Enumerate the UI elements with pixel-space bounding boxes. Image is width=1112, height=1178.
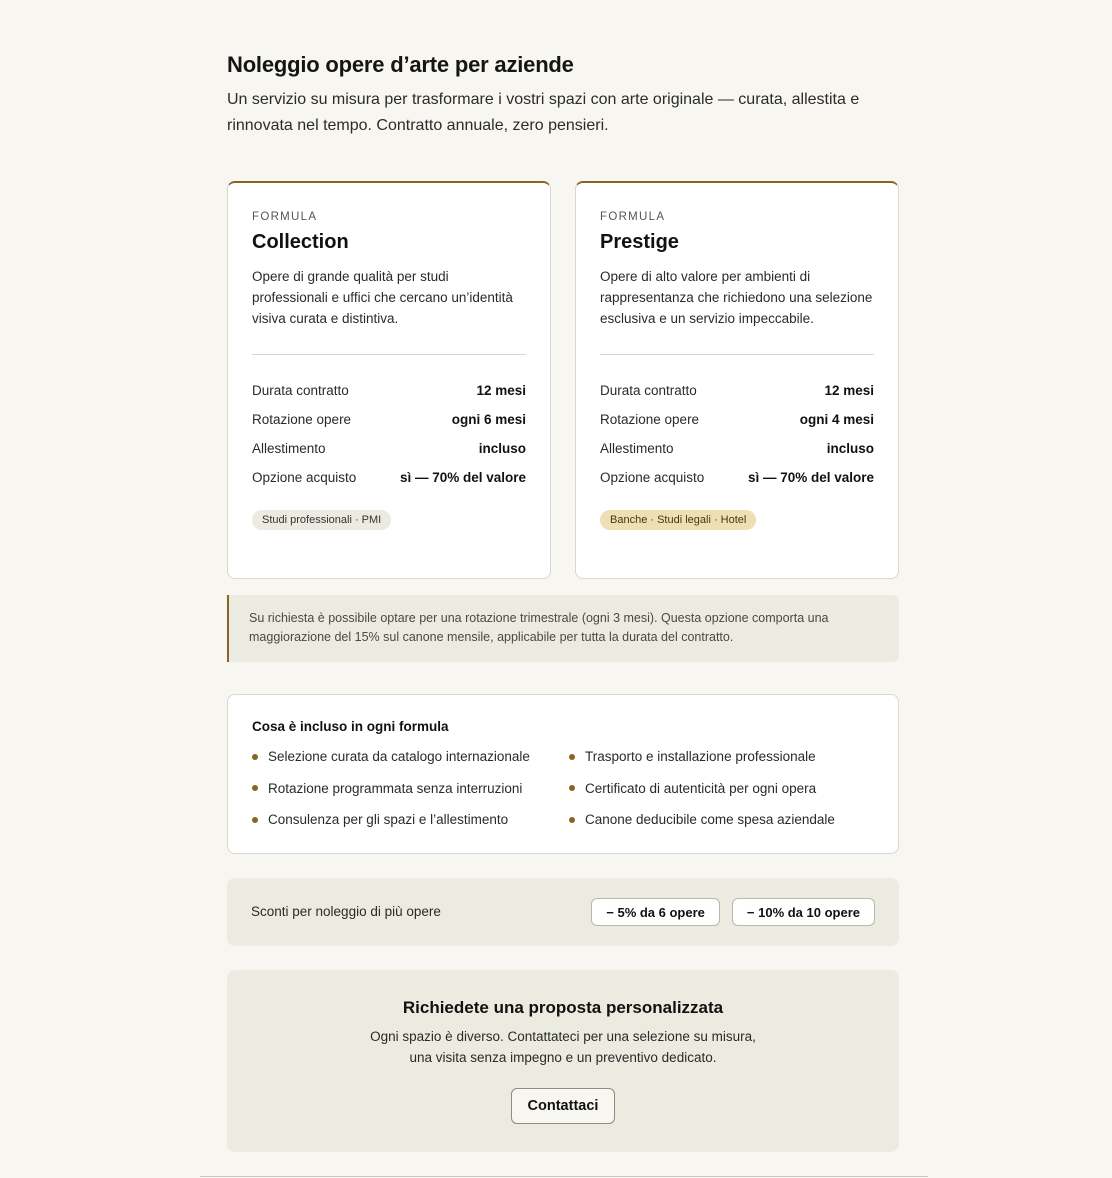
bullet-icon [252, 754, 258, 760]
row-label: Rotazione opere [252, 412, 352, 427]
bullet-icon [569, 817, 575, 823]
list-item-label: Rotazione programmata senza interruzioni [268, 780, 523, 796]
page-title: Noleggio opere d’arte per aziende [227, 52, 574, 77]
row-value: sì — 70% del valore [399, 470, 526, 485]
cta-text: Ogni spazio è diverso. Contattateci per una selezione su misura, una visita senza impegno e un preventivo dedicato. [370, 1028, 756, 1065]
row-label: Allestimento [600, 441, 674, 456]
card-description: Opere di alto valore per ambienti di rappresentanza che richiedono una selezione esclusiva e un servizio impeccabile. [600, 269, 873, 326]
row-value: 12 mesi [476, 383, 526, 398]
card-eyebrow: FORMULA [252, 211, 318, 223]
list-item [569, 809, 874, 831]
row-label: Opzione acquisto [252, 470, 357, 485]
card-collection [227, 181, 551, 579]
card-row-purchase [600, 463, 874, 492]
row-label: Opzione acquisto [600, 470, 705, 485]
bullet-icon [252, 785, 258, 791]
row-value: 12 mesi [824, 383, 874, 398]
page-subtitle: Un servizio su misura per trasformare i vostri spazi con arte originale — curata, allestita e rinnovata nel tempo. Contratto annuale, zero pensieri. [227, 91, 860, 134]
list-item [252, 809, 569, 831]
audience-tag: Banche · Studi legali · Hotel [600, 510, 756, 530]
discount-chips [591, 898, 875, 926]
discount-chip-10: − 10% da 10 opere [732, 898, 875, 926]
card-description: Opere di grande qualità per studi professionali e uffici che cercano un’identità visiva curata e distintiva. [252, 269, 513, 326]
footer-divider [200, 1176, 928, 1177]
page-content [227, 52, 899, 1152]
row-value: ogni 6 mesi [451, 412, 526, 427]
quarterly-rotation-note: Su richiesta è possibile optare per una rotazione trimestrale (ogni 3 mesi). Questa opzione comporta una maggiorazione del 15% sul canone mensile, applicabile per tutta la durata del contratto. [227, 595, 899, 662]
card-divider [252, 354, 526, 355]
row-label: Rotazione opere [600, 412, 700, 427]
card-row-rotation [252, 405, 526, 434]
row-value: ogni 4 mesi [799, 412, 874, 427]
cta-title: Richiedete una proposta personalizzata [402, 997, 724, 1017]
row-label: Durata contratto [252, 383, 349, 398]
discounts-label: Sconti per noleggio di più opere [251, 904, 441, 919]
list-item [569, 778, 874, 800]
formula-cards [227, 181, 899, 579]
row-value: incluso [478, 441, 526, 456]
card-prestige [575, 181, 899, 579]
contact-cta [227, 970, 899, 1152]
card-row-rotation [600, 405, 874, 434]
row-label: Allestimento [252, 441, 326, 456]
bullet-icon [569, 754, 575, 760]
bullet-icon [252, 817, 258, 823]
list-item [252, 778, 569, 800]
bullet-icon [569, 785, 575, 791]
included-title: Cosa è incluso in ogni formula [252, 719, 449, 734]
card-divider [600, 354, 874, 355]
card-name: Collection [252, 231, 349, 253]
included-features [227, 694, 899, 854]
card-row-setup [600, 434, 874, 463]
list-item-label: Trasporto e installazione professionale [585, 749, 816, 765]
card-row-duration [600, 376, 874, 405]
contact-button[interactable]: Contattaci [511, 1088, 616, 1124]
list-item-label: Selezione curata da catalogo internazionale [268, 749, 530, 765]
card-row-setup [252, 434, 526, 463]
included-list [252, 746, 874, 831]
card-name: Prestige [600, 231, 679, 253]
volume-discounts [227, 878, 899, 946]
discount-chip-6: − 5% da 6 opere [591, 898, 720, 926]
card-row-purchase [252, 463, 526, 492]
list-item [252, 746, 569, 768]
list-item-label: Certificato di autenticità per ogni opera [585, 780, 817, 796]
row-label: Durata contratto [600, 383, 697, 398]
row-value: incluso [826, 441, 874, 456]
audience-tag: Studi professionali · PMI [252, 510, 391, 530]
list-item-label: Canone deducibile come spesa aziendale [585, 812, 835, 828]
row-value: sì — 70% del valore [747, 470, 874, 485]
list-item [569, 746, 874, 768]
card-eyebrow: FORMULA [600, 211, 666, 223]
card-row-duration [252, 376, 526, 405]
list-item-label: Consulenza per gli spazi e l’allestimento [268, 812, 509, 828]
